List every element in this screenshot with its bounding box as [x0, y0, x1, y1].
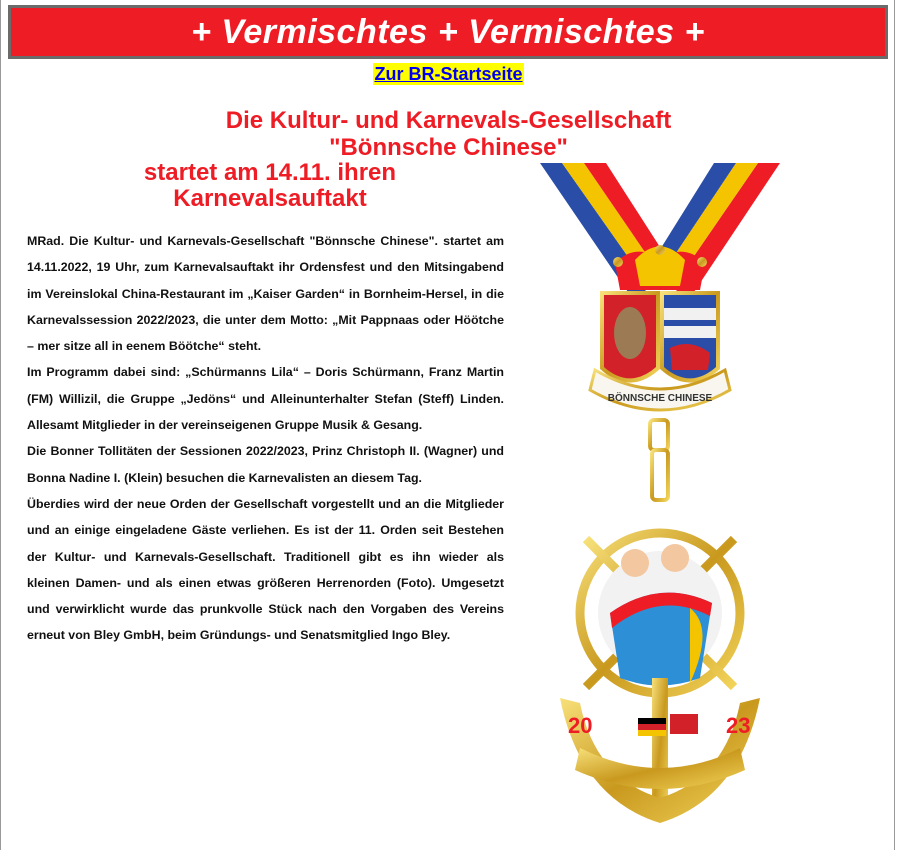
headline — [0, 107, 897, 161]
paragraph: Überdies wird der neue Orden der Gesellschaft vorgestellt und an die Mitglieder und an einige eingeladene Gäste verliehen. Es ist der 11. Orden seit Bestehen der Kultur- und Karnevals-Gesellschaft. Traditionell gibt es ihn wieder als kleinen Damen- und als einen etwas größeren Herrenorden (Foto). Umgesetzt und verwirklicht wurde das prunkvolle Stück nach den Vorgaben des Vereins erneut von Bley GmbH, beim Gründungs- und Senatsmitglied Ingo Bley. — [27, 496, 504, 643]
medal-scroll-text: BÖNNSCHE CHINESE — [607, 393, 713, 404]
home-link[interactable]: Zur BR-Startseite — [374, 64, 523, 84]
medal-year-left: 20 — [568, 713, 593, 738]
banner-title: + Vermischtes + Vermischtes + — [191, 12, 705, 51]
medal-chain — [650, 420, 668, 500]
paragraph: Die Bonner Tollitäten der Sessionen 2022/2023, Prinz Christoph II. (Wagner) und Bonna Nadine I. (Klein) besuchen die Karnevalisten an diesem Tag. — [27, 444, 504, 485]
medal-year-right: 23 — [726, 713, 751, 738]
home-link-wrapper — [0, 63, 897, 85]
paragraph: MRad. Die Kultur- und Karnevals-Gesellschaft "Bönnsche Chinese". startet am 14.11.2022, 19 Uhr, zum Karnevalsauftakt ihr Ordensfest und den Mitsingabend im Vereinslokal China-Restaurant im „Kaiser Garden“ in Bornheim-Hersel, in die Karnevalssession 2022/2023, die unter dem Motto: „Mit Pappnaas oder Höötche – mer sitze all in eenem Böötche“ steht. — [27, 234, 504, 354]
headline-line-2: "Bönnsche Chinese" — [329, 134, 568, 161]
article-body — [27, 228, 504, 649]
headline-line-1: Die Kultur- und Karnevals-Gesellschaft — [225, 107, 672, 134]
carnival-medal-image — [540, 158, 780, 838]
subheadline: startet am 14.11. ihren Karnevalsauftakt — [143, 159, 397, 212]
anchor — [560, 678, 760, 823]
section-banner — [8, 5, 888, 59]
paragraph: Im Programm dabei sind: „Schürmanns Lila“ – Doris Schürmann, Franz Martin (FM) Willizil, die Gruppe „Jedöns“ und Alleinunterhalter Stefan (Steff) Linden. Allesamt Mitglieder in der vereinseigenen Gruppe Musik & Gesang. — [27, 365, 504, 433]
coat-of-arms — [602, 293, 718, 381]
